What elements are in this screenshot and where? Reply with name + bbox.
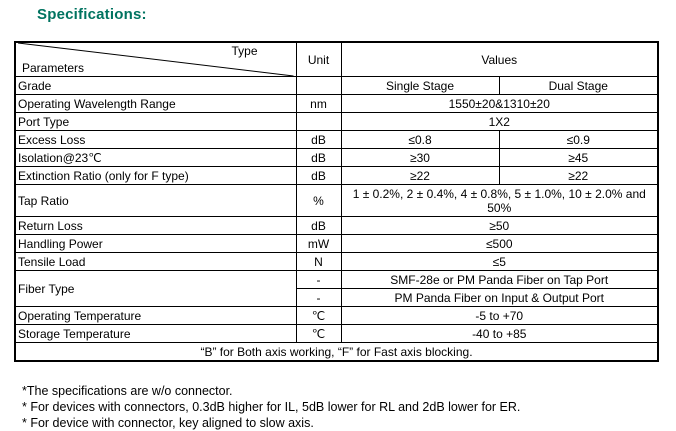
header-row <box>15 42 658 77</box>
param-cell-excess-loss: Excess Loss <box>15 131 296 149</box>
parameters-type-header-cell <box>15 42 296 77</box>
value-cell-return-loss: ≥50 <box>341 217 658 235</box>
value-cell-handling-power: ≤500 <box>341 235 658 253</box>
row-isolation <box>15 149 658 167</box>
parameters-header-label: Parameters <box>22 61 85 75</box>
specifications-table <box>14 41 659 362</box>
value-cell-wavelength: 1550±20&1310±20 <box>341 95 658 113</box>
unit-cell-return-loss: dB <box>296 217 341 235</box>
value-cell-excess-loss-dual: ≤0.9 <box>499 131 658 149</box>
footer-note-cell: “B” for Both axis working, “F” for Fast axis blocking. <box>15 343 658 362</box>
row-operating-temperature <box>15 307 658 325</box>
unit-cell-wavelength: nm <box>296 95 341 113</box>
unit-cell-fiber-type-2: - <box>296 289 341 307</box>
diagonal-split-cell <box>18 43 294 76</box>
row-handling-power <box>15 235 658 253</box>
param-cell-extinction: Extinction Ratio (only for F type) <box>15 167 296 185</box>
value-cell-port-type: 1X2 <box>341 113 658 131</box>
value-cell-tensile-load: ≤5 <box>341 253 658 271</box>
row-port-type <box>15 113 658 131</box>
row-tap-ratio <box>15 185 658 217</box>
value-cell-grade-single: Single Stage <box>341 77 499 95</box>
type-header-label: Type <box>231 44 258 58</box>
param-cell-return-loss: Return Loss <box>15 217 296 235</box>
unit-cell-excess-loss: dB <box>296 131 341 149</box>
row-excess-loss <box>15 131 658 149</box>
values-header-cell: Values <box>341 42 658 77</box>
param-cell-tensile-load: Tensile Load <box>15 253 296 271</box>
row-grade <box>15 77 658 95</box>
row-extinction <box>15 167 658 185</box>
param-cell-isolation: Isolation@23℃ <box>15 149 296 167</box>
footnotes <box>22 383 520 431</box>
param-cell-wavelength: Operating Wavelength Range <box>15 95 296 113</box>
footer-note-row <box>15 343 658 362</box>
footnote-line-2: * For devices with connectors, 0.3dB higher for IL, 5dB lower for RL and 2dB lower for ER. <box>22 400 521 414</box>
page-title: Specifications: <box>37 6 147 23</box>
unit-cell-storage-temperature: ℃ <box>296 325 341 343</box>
param-cell-fiber-type: Fiber Type <box>15 271 296 307</box>
footnote-line-3: * For device with connector, key aligned to slow axis. <box>22 416 314 430</box>
value-cell-isolation-dual: ≥45 <box>499 149 658 167</box>
row-storage-temperature <box>15 325 658 343</box>
value-cell-fiber-type-2: PM Panda Fiber on Input & Output Port <box>341 289 658 307</box>
value-cell-fiber-type-1: SMF-28e or PM Panda Fiber on Tap Port <box>341 271 658 289</box>
value-cell-isolation-single: ≥30 <box>341 149 499 167</box>
unit-cell-handling-power: mW <box>296 235 341 253</box>
unit-cell-tensile-load: N <box>296 253 341 271</box>
value-cell-extinction-dual: ≥22 <box>499 167 658 185</box>
value-cell-excess-loss-single: ≤0.8 <box>341 131 499 149</box>
unit-cell-extinction: dB <box>296 167 341 185</box>
row-tensile-load <box>15 253 658 271</box>
unit-header-cell: Unit <box>296 42 341 77</box>
unit-cell-port-type <box>296 113 341 131</box>
unit-cell-grade <box>296 77 341 95</box>
param-cell-storage-temperature: Storage Temperature <box>15 325 296 343</box>
param-cell-tap-ratio: Tap Ratio <box>15 185 296 217</box>
param-cell-operating-temperature: Operating Temperature <box>15 307 296 325</box>
unit-cell-operating-temperature: ℃ <box>296 307 341 325</box>
unit-cell-isolation: dB <box>296 149 341 167</box>
unit-cell-tap-ratio: % <box>296 185 341 217</box>
value-cell-grade-dual: Dual Stage <box>499 77 658 95</box>
unit-cell-fiber-type-1: - <box>296 271 341 289</box>
row-return-loss <box>15 217 658 235</box>
footnote-line-1: *The specifications are w/o connector. <box>22 384 233 398</box>
param-cell-grade: Grade <box>15 77 296 95</box>
value-cell-storage-temperature: -40 to +85 <box>341 325 658 343</box>
value-cell-extinction-single: ≥22 <box>341 167 499 185</box>
param-cell-handling-power: Handling Power <box>15 235 296 253</box>
row-wavelength <box>15 95 658 113</box>
param-cell-port-type: Port Type <box>15 113 296 131</box>
value-cell-operating-temperature: -5 to +70 <box>341 307 658 325</box>
value-cell-tap-ratio: 1 ± 0.2%, 2 ± 0.4%, 4 ± 0.8%, 5 ± 1.0%, 10 ± 2.0% and 50% <box>341 185 658 217</box>
row-fiber-type-1 <box>15 271 658 289</box>
